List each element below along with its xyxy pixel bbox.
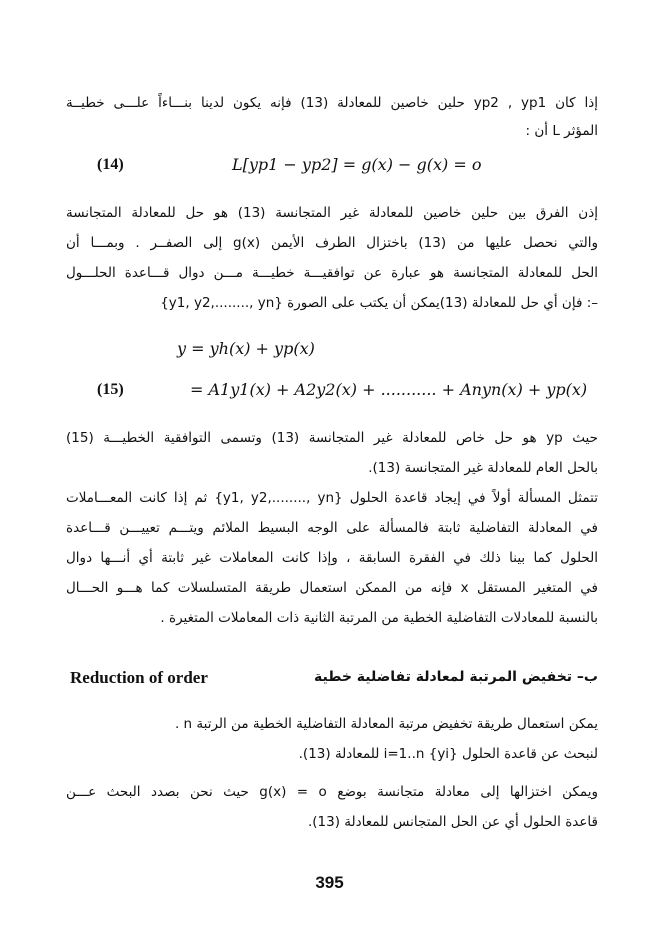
paragraph-1-line-1: إذا كان yp2 , yp1 حلين خاصين للمعادلة (13) فإنه يكون لدينا بنـــاءاً علـــى خطيــة <box>66 95 598 111</box>
paragraph-3-line-2: بالحل العام للمعادلة غير المتجانسة (13). <box>368 460 598 476</box>
paragraph-5-line-4: قاعدة الحلول أي عن الحل المتجانس للمعادلة (13). <box>307 814 598 830</box>
equation-15-line-2: = A1y1(x) + A2y2(x) + ........... + Anyn(x) + yp(x) <box>190 380 588 399</box>
paragraph-4-line-1: تتمثل المسألة أولاً في إيجاد قاعدة الحلول {y1, y2,........, yn} ثم إذا كانت المعـــاملات <box>66 490 598 506</box>
section-heading-english: Reduction of order <box>70 668 208 687</box>
paragraph-3-line-1: حيث yp هو حل خاص للمعادلة غير المتجانسة (13) وتسمى التوافقية الخطيـــة (15) <box>66 430 598 446</box>
equation-14-number: (14) <box>97 156 124 173</box>
paragraph-2-line-2: والتي نحصل عليها من (13) باختزال الطرف الأيمن g(x) إلى الصفــر . وبمـــا أن <box>66 235 598 251</box>
paragraph-5-line-1: يمكن استعمال طريقة تخفيض مرتبة المعادلة التفاضلية الخطية من الرتبة n . <box>174 716 598 732</box>
equation-15-number: (15) <box>97 381 124 398</box>
paragraph-2-line-3: الحل للمعادلة المتجانسة هو عبارة عن توافقيـــة خطيـــة مـــن دوال قـــاعدة الحلـــول <box>66 265 598 281</box>
paragraph-2-line-4: {y1, y2,........, yn} فإن أي حل للمعادلة (13)يمكن أن يكتب على الصورة :– <box>160 295 598 311</box>
page-number: 395 <box>315 873 344 892</box>
equation-15-line-1: y = yh(x) + yp(x) <box>177 339 315 358</box>
section-heading-arabic: ب– تخفيض المرتبة لمعادلة تفاضلية خطية <box>314 669 598 685</box>
paragraph-4-line-5: بالنسبة للمعادلات التفاضلية الخطية من المرتبة الثانية ذات المعاملات المتغيرة . <box>160 610 598 626</box>
paragraph-5-line-3: ويمكن اختزالها إلى معادلة متجانسة بوضع g(x) = o حيث نحن بصدد البحث عـــن <box>66 784 598 800</box>
paragraph-4-line-2: في المعادلة التفاضلية ثابتة فالمسألة على الوجه البسيط الملائم ويتـــم تعييـــن قـــاعدة <box>66 520 598 536</box>
paragraph-1-line-2: المؤثر L أن : <box>525 123 598 139</box>
paragraph-4-line-3: الحلول كما بينا ذلك في الفقرة السابقة ، وإذا كانت المعاملات غير ثابتة أي أنـــها دوال <box>66 550 598 566</box>
paragraph-4-line-4: في المتغير المستقل x فإنه من الممكن استعمال طريقة المتسلسلات كما هـــو الحـــال <box>66 580 598 596</box>
equation-14-formula: L[yp1 − yp2] = g(x) − g(x) = o <box>232 155 482 174</box>
paragraph-2-line-1: إذن الفرق بين حلين خاصين للمعادلة غير المتجانسة (13) هو حل للمعادلة المتجانسة <box>66 205 598 221</box>
paragraph-5-line-2: لنبحث عن قاعدة الحلول {yi} i=1..n للمعادلة (13). <box>298 746 598 762</box>
